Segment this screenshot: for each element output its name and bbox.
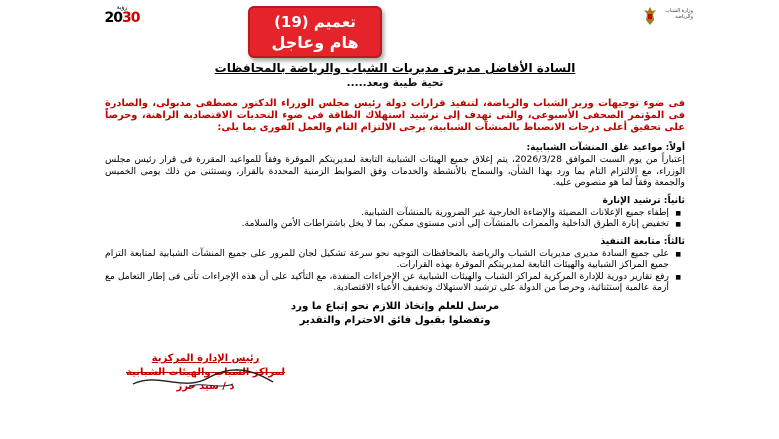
list-item: ■ إطفاء جميع الإعلانات المضيئة والإضاءة الخارجية غير الضرورية بالمنشآت الشبابية. [105,207,669,219]
circular-number: تعميم (19) [274,13,356,31]
ministry-name: وزارة الشباب والرياضة [665,8,693,20]
list-item: ■ تخفيض إنارة الطرق الداخلية والممرات بالمنشآت إلى أدنى مستوى ممكن، بما لا يخل باشتراطات الأمن والسلامة. [105,218,669,230]
document-page [96,0,699,439]
eagle-emblem-icon [643,6,657,26]
egypt-vision-2030-logo [102,4,142,40]
circular-banner [248,6,382,58]
section-2-list [105,207,685,230]
section-1-heading: أولاً: مواعيد غلق المنشآت الشبابية: [526,142,685,153]
closing-line-2: وتفضلوا بقبول فائق الاحترام والتقدير [299,314,491,326]
vision-label: رؤية [116,4,128,11]
section-2-heading: ثانياً: ترشيد الإنارة [602,194,685,206]
section-1-body: إعتباراً من يوم السبت الموافق 2026/3/28، يتم إغلاق جميع الهيئات الشبابية التابعة لمديريتكم الموقرة وفقاً للمواعيد المقررة فى قرار رئيس مجلس الوزراء، مع الالتزام التام بما ورد بهذا الشأن، والسماح بالأنشطة والخدمات وفق الضوابط الزمنية المحددة بالقرار، ويستثنى من ذلك يومى الخميس والجمعة وفقاً لما هو منصوص عليه. [105,154,685,188]
list-item: ■ على جميع السادة مديرى مديريات الشباب والرياضة بالمحافظات التوجيه نحو سرعة تشكيل لجان للمرور على جميع المنشآت الشبابية لمتابعة التزام جميع المراكز الشبابية والهيئات التابعة لمديريتكم الموقرة بهذه القرارات. [105,248,669,271]
urgency-label: هام وعاجل [271,33,359,52]
closing-line-1: مرسل للعلم وإتخاذ اللازم نحو إتباع ما ورد [290,300,500,312]
signatory-department: لمراكز الشباب والهيئات الشبابية [126,367,285,378]
section-3-heading: ثالثاً: متابعة التنفيذ [600,235,685,247]
addressee-title: السادة الأفاضل مديرى مديريات الشباب والرياضة بالمحافظات [214,61,576,75]
intro-paragraph: فى ضوء توجيهات وزير الشباب والرياضة، لتنفيذ قرارات دولة رئيس مجلس الوزراء الدكتور مصطفى مدبولى، والصادرة فى المؤتمر الصحفى الأسبوعى، والتى تهدف إلى ترشيد استهلاك الطاقة فى ضوء التحديات الاقتصادية الراهنة، وحرصاً على تحقيق أعلى درجات الانضباط بالمنشآت الشبابية، يرجى الالتزام التام والعمل الفورى بما يلى: [105,98,685,133]
handwritten-signature-icon [128,366,278,396]
signature-block [118,352,293,394]
document-body [105,60,685,328]
section-3-list [105,248,685,294]
greeting: تحية طيبة وبعد..... [346,77,444,89]
vision-year: 2030 [104,10,140,26]
signatory-name: د / سيد حرز [176,381,235,392]
list-item: ■ رفع تقارير دورية للإدارة المركزية لمراكز الشباب والهيئات الشبابية عن الإجراءات المنفذة، مع التأكيد على أن هذه الإجراءات تأتى فى إطار التعامل مع أزمة عالمية إستثنائية، وحرصاً من الدولة على ترشيد الاستهلاك وتخفيف الأعباء الاقتصادية. [105,271,669,294]
signatory-title: رئيس الإدارة المركزية [151,353,260,364]
ministry-logo [643,6,693,30]
